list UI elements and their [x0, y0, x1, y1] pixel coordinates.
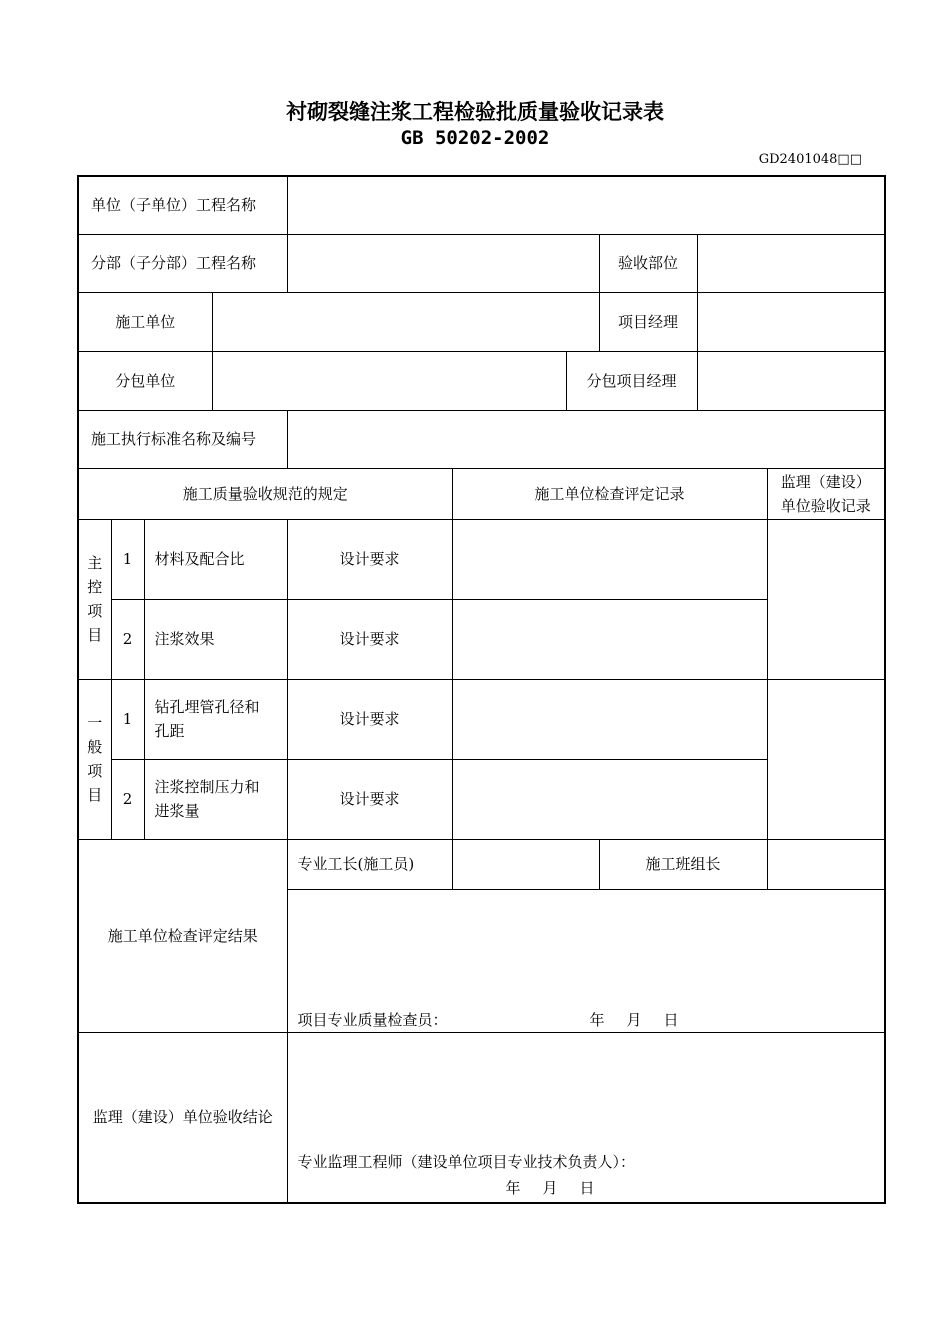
subcontractor-label: 分包单位: [78, 351, 212, 410]
date-year: 年: [589, 1010, 605, 1029]
acceptance-part-label: 验收部位: [599, 234, 697, 292]
subcontractor-field[interactable]: [212, 351, 566, 410]
supervision-record-header-line1: 监理（建设）: [780, 472, 871, 491]
construction-unit-field[interactable]: [212, 292, 599, 351]
main-control-supervision-field[interactable]: [767, 519, 885, 679]
sub-project-manager-field[interactable]: [697, 351, 885, 410]
conclusion-date: [506, 1176, 595, 1200]
foreman-label: 专业工长(施工员): [287, 839, 452, 889]
form-title: 衬砌裂缝注浆工程检验批质量验收记录表: [286, 100, 664, 124]
general-supervision-field[interactable]: [767, 679, 885, 839]
item-requirement: 设计要求: [287, 519, 452, 599]
spec-column-header: 施工质量验收规范的规定: [78, 468, 452, 519]
date-day: 日: [663, 1010, 679, 1029]
date-month: 月: [542, 1179, 558, 1197]
item-number: 2: [111, 759, 144, 839]
item-number: 1: [111, 519, 144, 599]
supervision-conclusion-field[interactable]: [287, 1032, 885, 1203]
main-control-group-text: 主控项目: [87, 554, 103, 644]
general-group-text: 一般项目: [87, 714, 103, 804]
item-name-line2: 进浆量: [154, 802, 200, 820]
project-manager-label: 项目经理: [599, 292, 697, 351]
inspection-date: [590, 1008, 679, 1032]
general-group-label: [78, 679, 111, 839]
item-name-line1: 注浆控制压力和: [154, 778, 260, 796]
item-name: [144, 679, 287, 759]
item-requirement: 设计要求: [287, 679, 452, 759]
item-record-field[interactable]: [452, 519, 767, 599]
division-name-field[interactable]: [287, 234, 599, 292]
construction-unit-label: 施工单位: [78, 292, 212, 351]
inspection-record-table: [77, 175, 886, 1204]
team-leader-label: 施工班组长: [599, 839, 767, 889]
standard-number: GB 50202-2002: [400, 127, 550, 149]
item-record-field[interactable]: [452, 759, 767, 839]
acceptance-part-field[interactable]: [697, 234, 885, 292]
date-day: 日: [579, 1179, 595, 1197]
date-month: 月: [626, 1010, 642, 1029]
construction-result-label: 施工单位检查评定结果: [78, 839, 287, 1032]
item-requirement: 设计要求: [287, 599, 452, 679]
quality-inspector-label: 项目专业质量检查员：: [297, 1010, 448, 1029]
main-control-group-label: [78, 519, 111, 679]
item-name: [144, 759, 287, 839]
item-name-line1: 钻孔埋管孔径和: [154, 698, 260, 716]
construction-record-header: 施工单位检查评定记录: [452, 468, 767, 519]
item-record-field[interactable]: [452, 679, 767, 759]
item-requirement: 设计要求: [287, 759, 452, 839]
team-leader-field[interactable]: [767, 839, 885, 889]
sub-project-manager-label: 分包项目经理: [566, 351, 697, 410]
supervising-engineer-label: 专业监理工程师（建设单位项目专业技术负责人）：: [297, 1153, 636, 1171]
item-name: 注浆效果: [144, 599, 287, 679]
supervision-conclusion-label: 监理（建设）单位验收结论: [78, 1032, 287, 1203]
unit-name-field[interactable]: [287, 176, 885, 234]
supervision-record-header-line2: 单位验收记录: [780, 496, 871, 515]
standard-label: 施工执行标准名称及编号: [78, 410, 287, 468]
division-name-label: 分部（子分部）工程名称: [78, 234, 287, 292]
construction-result-field[interactable]: [287, 889, 885, 1032]
form-code: GD2401048□□: [758, 152, 862, 167]
supervision-record-header: [767, 468, 885, 519]
item-record-field[interactable]: [452, 599, 767, 679]
standard-field[interactable]: [287, 410, 885, 468]
item-name-line2: 孔距: [154, 722, 185, 740]
item-number: 1: [111, 679, 144, 759]
foreman-field[interactable]: [452, 839, 599, 889]
unit-name-label: 单位（子单位）工程名称: [78, 176, 287, 234]
item-number: 2: [111, 599, 144, 679]
date-year: 年: [505, 1179, 521, 1197]
item-name: 材料及配合比: [144, 519, 287, 599]
project-manager-field[interactable]: [697, 292, 885, 351]
